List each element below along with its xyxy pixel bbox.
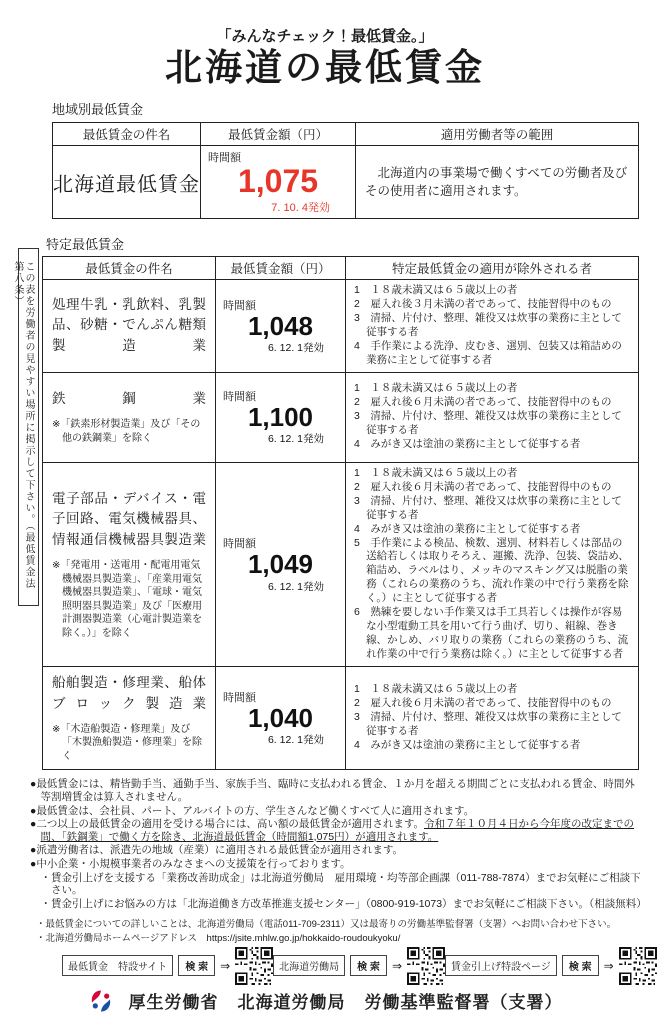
search-button: 検 索: [178, 955, 215, 976]
footer-organizations: [0, 988, 650, 1014]
column-header-scope: 適用労働者等の範囲: [356, 123, 639, 146]
scope-text: 北海道内の事業場で働くすべての労働者及びその使用者に適用されます。: [356, 146, 639, 219]
note-item: ●派遣労働者は、派遣先の地域（産業）に適用される最低賃金が適用されます。: [30, 844, 404, 857]
industry-footnote: ※「鉄素形材製造業」及び「その他の鉄鋼業」を除く: [52, 419, 201, 444]
exclusions-cell: [346, 280, 639, 373]
effective-date: 7. 10. 4発効: [271, 202, 330, 215]
table-row-steel: [43, 372, 639, 462]
effective-date: 6. 12. 1発効: [267, 342, 324, 355]
contact-line: ・最低賃金についての詳しいことは、北海道労働局（電話011-709-2311）又は最寄りの労働基準監督署（支署）へお問い合わせ下さい。: [36, 919, 617, 931]
table-row-shipbuilding: [43, 667, 639, 770]
exclusion-item: 1 １８歳未満又は６５歳以上の者: [354, 382, 518, 395]
wage-amount: 1,049: [247, 549, 314, 580]
exclusion-item: 3 清掃、片付け、整理、雑役又は炊事の業務に主として従事する者: [354, 410, 622, 437]
note-item: [30, 818, 644, 843]
note-text: ●二つ以上の最低賃金の適用を受ける場合には、高い額の最低賃金が適用されます。: [30, 818, 425, 831]
search-keyword-box: 最低賃金 特設サイト: [62, 955, 173, 976]
arrow-icon: ⇒: [220, 958, 231, 973]
exclusions-cell: [346, 372, 639, 462]
qr-code-icon: [407, 947, 445, 985]
table-row-electronics: [43, 462, 639, 666]
note-underlined-text: 令和７年１０月４日から今年度の改定までの間、「鉄鋼業」で働く方を除き、北海道最低賃金（時間額1,075円）が適用されます。: [40, 818, 635, 843]
exclusion-item: 4 みがき又は塗油の業務に主として従事する者: [354, 739, 581, 752]
exclusion-item: 4 みがき又は塗油の業務に主として従事する者: [354, 522, 581, 535]
contact-section: [36, 918, 650, 945]
industry-footnote: ※「発電用・送電用・配電用電気機械器具製造業」、「産業用電気機械器具製造業」、「電球・電気照明器具製造業」及び「医療用計測器製造業（心電計製造業を除く。）」を除く: [52, 560, 202, 639]
qr-code-icon: [235, 947, 273, 985]
note-sub-item: ・賃金引上げにお悩みの方は「北海道働き方改革推進支援センター」（0800-919-1073）までお気軽にご相談下さい。（相談無料）: [40, 897, 647, 910]
org-mhlw: 厚生労働省: [128, 993, 219, 1013]
effective-date: 6. 12. 1発効: [267, 580, 324, 593]
wage-name: 船舶製造・修理業、船体ブロック製造業: [52, 675, 206, 712]
homepage-url-link[interactable]: https://jsite.mhlw.go.jp/hokkaido-roudoukyoku/: [206, 932, 401, 944]
exclusion-item: 6 熟練を要しない手作業又は手工具若しくは操作が容易な小型電動工具を用いて行う曲げ、切り、組線、巻き線、かしめ、バリ取りの業務（これらの業務のうち、流れ作業の中で行う業務は除く。）に主として従事する者: [354, 606, 629, 661]
exclusion-item: 2 雇入れ後６月未満の者であって、技能習得中のもの: [354, 480, 612, 493]
regional-minimum-wage-table: [52, 122, 639, 219]
table-row: [53, 146, 639, 219]
exclusion-item: 4 みがき又は塗油の業務に主として従事する者: [354, 438, 581, 451]
org-hokkaido-labour-bureau: 北海道労働局: [237, 993, 346, 1013]
wage-unit-label: 時間額: [223, 538, 256, 551]
wage-name-cell: [43, 280, 216, 373]
notes-section: [30, 778, 647, 910]
wage-name-cell: [43, 667, 216, 770]
column-header-name: 最低賃金の件名: [43, 257, 216, 280]
exclusion-item: 1 １８歳未満又は６５歳以上の者: [354, 466, 518, 479]
homepage-label: ・北海道労働局ホームページアドレス: [36, 932, 198, 944]
column-header-amount: 最低賃金額（円）: [216, 257, 346, 280]
note-item: ●最低賃金には、精皆勤手当、通勤手当、家族手当、臨時に支払われる賃金、１か月を超える期間ごとに支払われる賃金、時間外等割増賃金は算入されません。: [30, 778, 635, 804]
exclusion-item: 1 １８歳未満又は６５歳以上の者: [354, 284, 518, 297]
wage-unit-label: 時間額: [208, 152, 241, 165]
wage-amount-cell: [216, 372, 346, 462]
org-labour-standards-office: 労働基準監督署（支署）: [364, 993, 563, 1013]
wage-name: 処理牛乳・乳飲料、乳製品、砂糖・でんぷん糖類製造業: [52, 296, 206, 354]
poster-title: 北海道の最低賃金: [165, 47, 485, 88]
note-item: ●最低賃金は、会社員、パート、アルバイトの方、学生さんなど働くすべて人に適用されます。: [30, 804, 475, 817]
table-row-dairy: [43, 280, 639, 373]
wage-unit-label: 時間額: [223, 692, 256, 705]
poster-subtitle: 「みんなチェック！最低賃金。」: [216, 28, 434, 45]
effective-date: 6. 12. 1発効: [267, 433, 324, 446]
exclusion-item: 3 清掃、片付け、整理、雑役又は炊事の業務に主として従事する者: [354, 711, 622, 738]
exclusion-item: 3 清掃、片付け、整理、雑役又は炊事の業務に主として従事する者: [354, 311, 622, 338]
wage-name: 鉄 鋼 業: [52, 391, 206, 407]
exclusion-item: 2 雇入れ後６月未満の者であって、技能習得中のもの: [354, 396, 612, 409]
section-label-regional: 地域別最低賃金: [52, 102, 144, 118]
wage-amount: 1,075: [237, 163, 319, 200]
posting-obligation-note: この表を労働者の見やすい場所に掲示して下さい。（最低賃金法第八条）: [18, 248, 39, 606]
arrow-icon: ⇒: [391, 958, 402, 973]
exclusion-item: 5 手作業による検品、検数、選別、材料若しくは部品の送給若しくは取りそろえ、運搬、洗浄、包装、袋詰め、箱詰め、ラベルはり、メッキのマスキング又は脱脂の業務（これらの業務のうち、流れ作業の中で行う業務を除く。）に主として従事する者: [354, 536, 629, 605]
search-hints-row: [62, 947, 628, 985]
wage-name: 電子部品・デバイス・電子回路、電気機械器具、情報通信機械器具製造業: [52, 490, 206, 548]
column-header-amount: 最低賃金額（円）: [201, 123, 356, 146]
column-header-name: 最低賃金の件名: [53, 123, 201, 146]
arrow-icon: ⇒: [603, 958, 614, 973]
search-hint-wage-raise-page: [445, 947, 657, 985]
search-hint-hokkaido-labour-bureau: [273, 947, 445, 985]
wage-name-cell: [43, 372, 216, 462]
exclusions-cell: [346, 462, 639, 666]
wage-amount-cell: [216, 667, 346, 770]
exclusion-item: 3 清掃、片付け、整理、雑役又は炊事の業務に主として従事する者: [354, 494, 622, 521]
mhlw-logo-icon: [88, 988, 114, 1014]
search-button: 検 索: [562, 955, 599, 976]
section-label-specific: 特定最低賃金: [46, 237, 125, 253]
exclusion-item: 1 １８歳未満又は６５歳以上の者: [354, 683, 518, 696]
specific-minimum-wage-table: [42, 256, 639, 770]
effective-date: 6. 12. 1発効: [267, 734, 324, 747]
wage-name: 北海道最低賃金: [53, 146, 201, 219]
industry-footnote: ※「木造船製造・修理業」及び「木製漁船製造・修理業」を除く: [52, 723, 202, 762]
search-hint-minimum-wage-site: [62, 947, 273, 985]
exclusion-item: 4 手作業による洗浄、皮むき、選別、包装又は箱詰めの業務に主として従事する者: [354, 339, 622, 366]
search-button: 検 索: [350, 955, 387, 976]
wage-amount: 1,100: [247, 402, 314, 433]
wage-amount: 1,040: [247, 703, 314, 734]
note-sub-item: ・賃金引上げを支援する「業務改善助成金」は北海道労働局 雇用環境・均等部企画課（011-788-7874）までお気軽にご相談下さい。: [40, 871, 641, 897]
exclusion-item: 2 雇入れ後３月未満の者であって、技能習得中のもの: [354, 297, 612, 310]
column-header-exclusions: 特定最低賃金の適用が除外される者: [346, 257, 639, 280]
wage-name-cell: [43, 462, 216, 666]
exclusion-item: 2 雇入れ後６月未満の者であって、技能習得中のもの: [354, 697, 612, 710]
note-item: ●中小企業・小規模事業者のみなさまへの支援策を行っております。: [30, 858, 351, 870]
qr-code-icon: [619, 947, 657, 985]
wage-amount: 1,048: [247, 310, 314, 341]
search-keyword-box: 賃金引上げ特設ページ: [445, 955, 557, 976]
wage-amount-cell: [201, 146, 356, 219]
wage-unit-label: 時間額: [223, 391, 256, 404]
exclusions-cell: [346, 667, 639, 770]
wage-amount-cell: [216, 462, 346, 666]
wage-amount-cell: [216, 280, 346, 373]
homepage-line: [36, 932, 650, 945]
search-keyword-box: 北海道労働局: [273, 955, 345, 976]
wage-unit-label: 時間額: [223, 299, 256, 312]
